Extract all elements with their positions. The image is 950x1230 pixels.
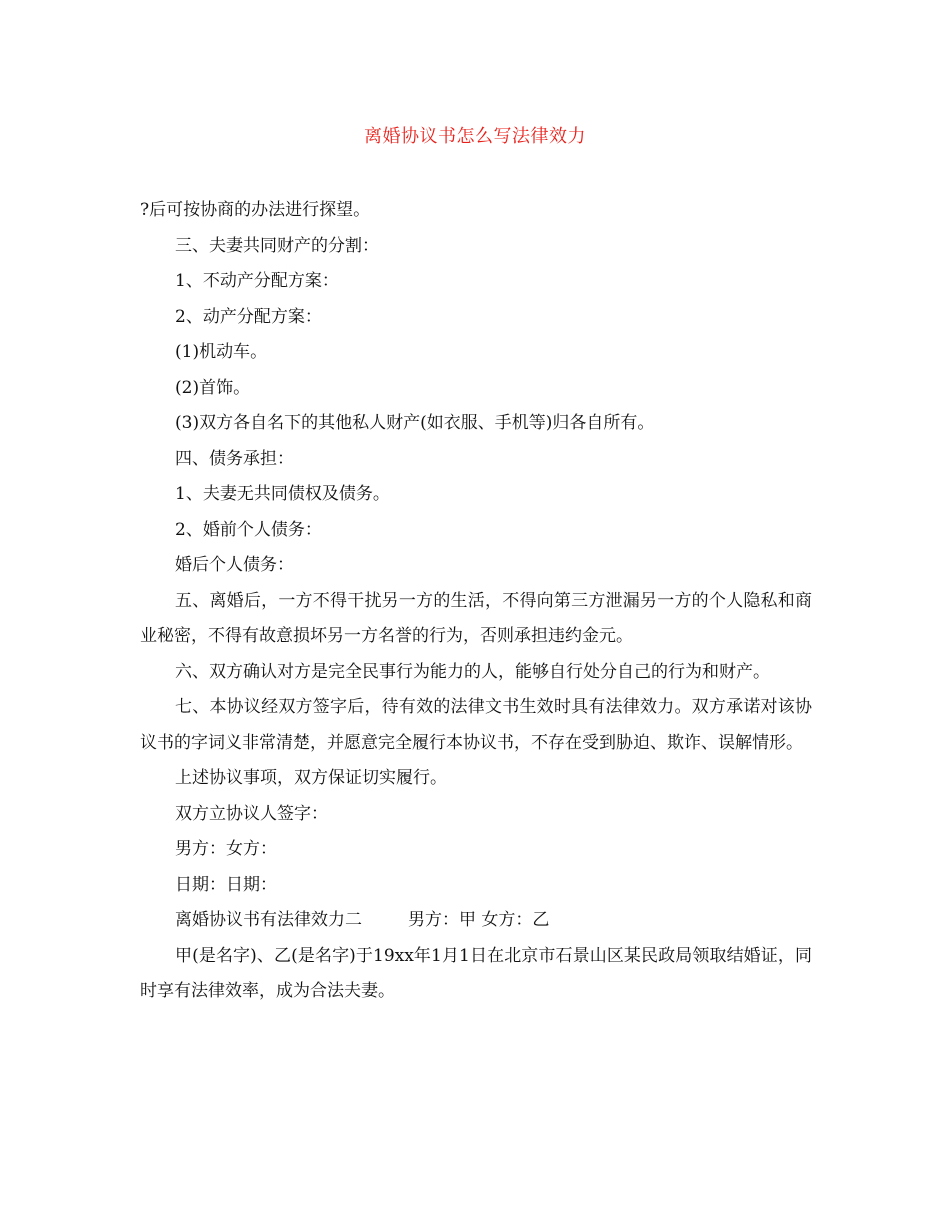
- paragraph: 六、双方确认对方是完全民事行为能力的人，能够自行处分自己的行为和财产。: [175, 661, 770, 682]
- document-title: 离婚协议书怎么写法律效力: [364, 126, 586, 147]
- paragraph: 上述协议事项，双方保证切实履行。: [175, 768, 447, 788]
- paragraph: 2、婚前个人债务：: [175, 519, 322, 540]
- paragraph: 五、离婚后，一方不得干扰另一方的生活，不得向第三方泄漏另一方的个人隐私和商业秘密，不得有故意损坏另一方名誉的行为，否则承担违约金元。: [140, 590, 812, 646]
- paragraph: 日期：日期：: [175, 874, 277, 895]
- section-two-line: [140, 903, 812, 939]
- paragraph: 婚后个人债务：: [175, 555, 294, 575]
- paragraph: 七、本协议经双方签字后，待有效的法律文书生效时具有法律效力。双方承诺对该协议书的字词义非常清楚，并愿意完全履行本协议书，不存在受到胁迫、欺诈、误解情形。: [140, 697, 812, 753]
- paragraph: (2)首饰。: [175, 377, 251, 398]
- paragraph-list: [140, 193, 812, 903]
- paragraph: 2、动产分配方案：: [175, 306, 322, 327]
- paragraph: 1、不动产分配方案：: [175, 271, 339, 291]
- section-two-parties: 男方：甲 女方：乙: [408, 910, 550, 930]
- paragraph: 四、债务承担：: [175, 448, 294, 469]
- paragraph: 三、夫妻共同财产的分割：: [175, 235, 379, 256]
- paragraph: 双方立协议人签字：: [175, 803, 328, 824]
- closing-paragraph: 甲(是名字)、乙(是名字)于19xx年1月1日在北京市石景山区某民政局领取结婚证，同时享有法律效率，成为合法夫妻。: [140, 945, 812, 1001]
- section-two-heading: 离婚协议书有法律效力二: [175, 910, 362, 930]
- paragraph: 1、夫妻无共同债权及债务。: [175, 484, 390, 504]
- document-body: [140, 193, 812, 1010]
- paragraph: 男方：女方：: [175, 839, 277, 859]
- paragraph: (1)机动车。: [175, 342, 268, 362]
- paragraph: ?后可按协商的办法进行探望。: [140, 200, 371, 220]
- paragraph: (3)双方各自名下的其他私人财产(如衣服、手机等)归各自所有。: [175, 413, 655, 433]
